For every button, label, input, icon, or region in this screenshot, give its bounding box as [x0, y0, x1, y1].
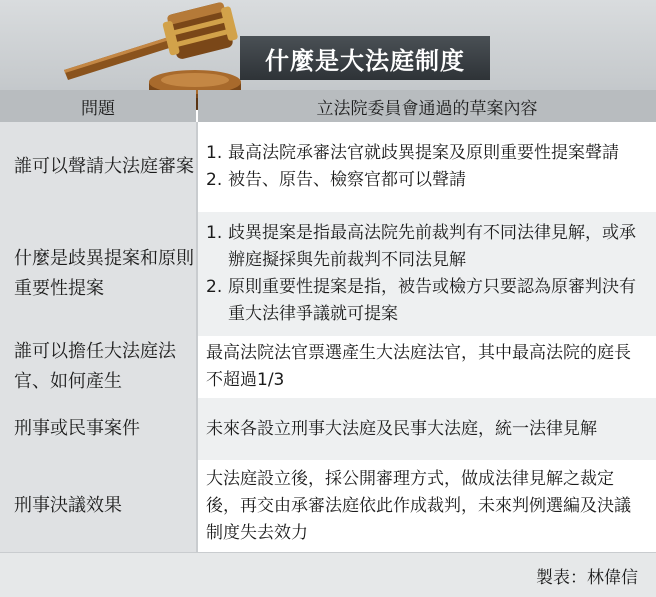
item-text: 被告、原告、檢察官都可以聲請: [228, 170, 466, 190]
answer-item: [206, 167, 642, 194]
answer-cell: [198, 122, 656, 212]
answer-cell: 最高法院法官票選產生大法庭法官，其中最高法院的庭長不超過1/3: [198, 336, 656, 398]
page-title: 什麼是大法庭制度: [240, 36, 490, 80]
answer-item: [206, 140, 642, 167]
question-cell: 什麼是歧異提案和原則重要性提案: [0, 212, 196, 336]
question-cell: 誰可以聲請大法庭審案: [0, 122, 196, 212]
footer: [0, 552, 656, 597]
table-row: [0, 212, 656, 336]
item-text: 最高法院承審法官就歧異提案及原則重要性提案聲請: [228, 143, 619, 163]
column-divider: [196, 122, 198, 552]
question-cell: 誰可以擔任大法庭法官、如何產生: [0, 336, 196, 398]
item-number: 2.: [206, 277, 223, 297]
answer-cell: [198, 212, 656, 336]
table-row: [0, 336, 656, 398]
table-row: [0, 460, 656, 552]
table-row: [0, 398, 656, 460]
answer-cell: 大法庭設立後，採公開審理方式，做成法律見解之裁定後，再交由承審法庭依此作成裁判，未來判例選編及決議制度失去效力: [198, 460, 656, 552]
question-cell: 刑事或民事案件: [0, 398, 196, 460]
item-text: 歧異提案是指最高法院先前裁判有不同法律見解，或承辦庭擬採與先前裁判不同法見解: [228, 223, 636, 270]
item-text: 原則重要性提案是指，被告或檢方只要認為原審判決有重大法律爭議就可提案: [228, 277, 636, 324]
table-credit: 製表：林偉信: [536, 568, 638, 588]
question-cell: 刑事決議效果: [0, 460, 196, 552]
answer-cell: 未來各設立刑事大法庭及民事大法庭，統一法律見解: [198, 398, 656, 460]
item-number: 1.: [206, 143, 223, 163]
column-header-question: 問題: [0, 90, 196, 122]
column-header-answer: 立法院委員會通過的草案內容: [198, 90, 656, 122]
item-number: 2.: [206, 170, 223, 190]
answer-item: [206, 220, 642, 274]
table-row: [0, 122, 656, 212]
answer-item: [206, 274, 642, 328]
item-number: 1.: [206, 223, 223, 243]
header-band: [0, 0, 656, 90]
